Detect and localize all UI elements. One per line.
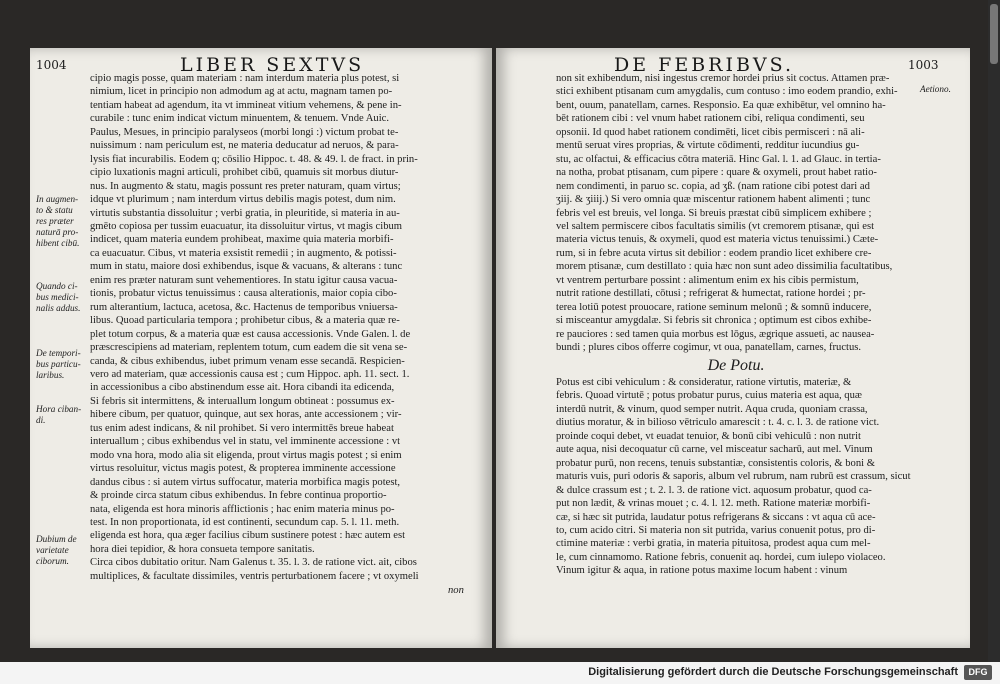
margin-note-text: De tempori- bus particu- laribus. bbox=[36, 348, 81, 380]
margin-note-cibus bbox=[36, 281, 80, 314]
text-line: curabile : tunc enim indicat victum minuentem, & tenuem. Vnde Auic. bbox=[90, 113, 390, 125]
text-line: vt ventrem perturbare possint : alimentum enim ex his cibis permistum, bbox=[556, 274, 859, 286]
text-line: Circa cibos dubitatio oritur. Nam Galenus t. 35. l. 3. de ratione vict. ait, cibos bbox=[90, 557, 417, 569]
margin-note-dubium bbox=[36, 534, 77, 567]
text-line: in accessionibus a cibo abstinendum esse ait. Hora cibandi ita edicenda, bbox=[90, 382, 395, 394]
text-line: proinde coqui debet, vt euadat tenuior, & bonū cibi vehiculū : non nutrit bbox=[556, 430, 861, 442]
text-line: nem condimenti, in paruo sc. copia, ad ʒß. (nam ratione cibi potest dari ad bbox=[556, 180, 870, 192]
text-line: cipio magis posse, quam materiam : nam interdum materia plus potest, si bbox=[90, 73, 400, 84]
text-line: libus. Quoad particularia tempora ; prohibetur cibus, & a materia quæ re- bbox=[90, 315, 400, 327]
text-line: cipio luxationis magni articuli, prohibet cibū, quamuis sit morbus diutur- bbox=[90, 167, 399, 179]
text-line: indicet, quam materia eundem prohibeat, maxime quia materia morbifi- bbox=[90, 234, 394, 246]
scrollbar[interactable] bbox=[988, 0, 1000, 662]
right-text-bottom bbox=[556, 376, 916, 578]
margin-note-temporibus bbox=[36, 348, 81, 381]
text-line: put non lædit, & vrinas mouet ; c. 4. l. 12. meth. Ratione materiæ morbifi- bbox=[556, 498, 871, 510]
running-head-left: LIBER SEXTVS bbox=[180, 54, 365, 76]
running-head-right: DE FEBRIBVS. bbox=[614, 54, 795, 76]
text-line: bundi ; plures cibos offerre cogimur, vt oua, panatellam, carnes, fructus. bbox=[556, 342, 862, 354]
right-text-top bbox=[556, 72, 916, 355]
text-line: vero ad materiam, quæ accessionis causa est ; cum Hippoc. aph. 11. sect. 1. bbox=[90, 368, 410, 380]
margin-note-text: Dubium de varietate ciborum. bbox=[36, 534, 77, 566]
text-line: & proinde circa statum cibus exhibendus. In febre continua proportio- bbox=[90, 490, 387, 502]
text-line: enim res præter naturam sunt vehementiores. In statu igitur causa vacua- bbox=[90, 274, 398, 286]
catchword: non bbox=[448, 585, 464, 596]
text-line: præscrescipiens ad materiam, replentem totum, cum eadem die sit vena se- bbox=[90, 342, 408, 354]
text-line: virtutis substantia dissoluitur ; verbi gratia, in pleuritide, si materia in au- bbox=[90, 207, 400, 219]
text-line: Si febris sit intermittens, & interuallum longum obtineat : possumus ex- bbox=[90, 395, 395, 407]
text-line: febris. Quoad virtutē ; potus probatur purus, cuius materia est aqua, quæ bbox=[556, 390, 862, 402]
text-line: stu, ac olfactui, & efficacius cōtra materiā. Hinc Gal. l. 1. ad Glauc. in tertia- bbox=[556, 153, 881, 165]
right-page bbox=[496, 48, 970, 648]
text-line: stici exhibent ptisanam cum amygdalis, cum contuso : imo eodem prandio, exhi- bbox=[556, 86, 898, 98]
page-number-left: 1004 bbox=[36, 58, 67, 72]
text-line: virtus resoluitur, victus magis potest, & propterea imminente accessione bbox=[90, 463, 396, 475]
text-line: cæ, si hæc sit putrida, laudatur potus refrigerans & siccans : vt aqua cū ace- bbox=[556, 511, 876, 523]
margin-note-right: Aetiono. bbox=[920, 84, 951, 94]
left-text-column bbox=[90, 72, 490, 583]
text-line: Vinum igitur & aqua, in ratione potus maxime locum habent : vinum bbox=[556, 565, 848, 577]
section-title: De Potu. bbox=[707, 358, 765, 372]
text-line: multiplices, & facultate dissimiles, ventris perturbationem facere ; vt oxymeli bbox=[90, 570, 419, 582]
text-line: bēt rationem cibi : vel vnum habet rationem cibi, reliqua condimenti, seu bbox=[556, 113, 865, 125]
dfg-logo: DFG bbox=[964, 665, 992, 680]
text-line: rum alterantium, lactuca, acetosa, &c. Hactenus de temporibus vniuersa- bbox=[90, 301, 398, 313]
text-line: le, cum cinnamomo. Ratione febris, conuenit aq. hordei, cum iulepo violaceo. bbox=[556, 551, 886, 563]
text-line: probatur purū, non recens, tenuis substantiæ, consistentis coloris, & boni & bbox=[556, 457, 875, 469]
text-line: ʒiij. & ʒiiij.) Si vero omnia quæ miscentur rationem habent alimenti ; tunc bbox=[556, 194, 871, 206]
text-line: tus enim adest indicans, & nil prohibet. Si vero intermittēs breue habeat bbox=[90, 422, 394, 434]
text-line: idque vt plurimum ; nam interdum virtus debilis magis potest, dum nim. bbox=[90, 194, 396, 206]
margin-note-augmento bbox=[36, 194, 79, 249]
text-line: re pauciores : sed tamen quia morbus est lōgus, ægrique assueti, ac nausea- bbox=[556, 328, 875, 340]
text-line: canda, & cibus exhibendus, iubet primum venam esse secandā. Respicien- bbox=[90, 355, 405, 367]
text-line: nuissimum : nam periculum est, ne materia deducatur ad neruos, & para- bbox=[90, 140, 399, 152]
footer-bar bbox=[0, 662, 1000, 684]
text-line: ctimine materiæ : verbi gratia, in materia pituitosa, prodest aqua cum mel- bbox=[556, 538, 871, 550]
text-line: Potus est cibi vehiculum : & consideratur, ratione virtutis, materiæ, & bbox=[556, 376, 852, 388]
right-text-column bbox=[556, 72, 916, 578]
text-line: ca euacuatur. Cibus, vt materia exsistit remedii ; in augmento, & potissi- bbox=[90, 247, 397, 259]
text-line: nata, eligenda est hora minoris afflictionis ; hac enim materia minus po- bbox=[90, 503, 395, 515]
text-line: bent, ouum, panatellam, carnes. Responsio. Ea quæ exhibētur, vel omnino ha- bbox=[556, 99, 886, 111]
text-line: dandus cibus : si autem virtus suffocatur, materia morbifica magis potest, bbox=[90, 476, 401, 488]
text-line: febris vel est breuis, vel longa. Si breuis præstat cibū simplicem exhibere ; bbox=[556, 207, 872, 219]
text-line: tentiam habeat ad agendum, ita vt immineat vitium vehemens, & pene in- bbox=[90, 99, 402, 111]
margin-note-text: In augmen- to & statu res præter naturā pro- hibent cibū. bbox=[36, 194, 80, 248]
text-line: modo vna hora, modo alia sit eligenda, prout virtus magis potest ; si enim bbox=[90, 449, 402, 461]
text-line: to, cum acido citri. Si materia non sit putrida, varius conuenit potus, pro di- bbox=[556, 524, 876, 536]
text-line: plet totum corpus, & a materia quæ est causa accessionis. Vnde Galen. l. de bbox=[90, 328, 411, 340]
text-line: materia victus tenuis, & oxymeli, quod est materia victus tenuissimi.) Cæte- bbox=[556, 234, 879, 246]
text-line: & dulce crassum est ; t. 2. l. 3. de ratione vict. aquosum probatur, quod ca- bbox=[556, 484, 872, 496]
text-line: interdū nutrit, & vinum, quod semper nutrit. Aqua cruda, quoniam crassa, bbox=[556, 403, 868, 415]
text-line: maturis vuis, puri odoris & saporis, album vel rubrum, nam rubrū est crassum, sicut bbox=[556, 471, 911, 483]
left-page bbox=[30, 48, 492, 648]
text-line: si misceantur amygdalæ. Si febris sit chronica ; optimum est cibos exhibe- bbox=[556, 315, 872, 327]
text-line: mum in statu, maiore dosi exhibendus, isque & vacuans, & alterans : tunc bbox=[90, 261, 403, 273]
text-line: non sit exhibendum, nisi ingestus cremor hordei prius sit coctus. Attamen præ- bbox=[556, 73, 890, 84]
text-line: morem ptisanæ, cum destillato : quia hæc non sunt adeo dissimilia facultatibus, bbox=[556, 261, 893, 273]
text-line: interuallum ; cibus exhibendus vel in statu, vel imminente accessione : vt bbox=[90, 436, 401, 448]
text-line: aute aqua, nisi decoquatur cū carne, vel misceatur sacharū, aut mel. Vinum bbox=[556, 444, 873, 456]
text-line: terea lotiū potest prouocare, ratione seminum melonū ; & somnū inducere, bbox=[556, 301, 872, 313]
text-line: nimium, licet in principio non admodum ag at actu, magnam tamen po- bbox=[90, 86, 393, 98]
scrollbar-thumb[interactable] bbox=[990, 4, 998, 64]
text-line: mentū seruat vires proprias, & virtute cōdimenti, redditur iucundius gu- bbox=[556, 140, 860, 152]
text-line: eligenda est hora, qua æger facilius cibum sustinere potest : hæc autem est bbox=[90, 530, 406, 542]
text-line: hora diei tepidior, & hora consueta tempore sanitatis. bbox=[90, 543, 315, 555]
text-line: nutrit ratione destillati, cōtusi ; refrigerat & humectat, ratione hordei ; pr- bbox=[556, 288, 866, 300]
text-line: test. In non proportionata, id est continenti, secundum cap. 5. l. 11. meth. bbox=[90, 516, 400, 528]
text-line: tionis, probatur victus tenuissimus : causa alterationis, maior copia cibo- bbox=[90, 288, 397, 300]
margin-note-text: Quando ci- bus medici- nalis addus. bbox=[36, 281, 81, 313]
text-line: opsonii. Id quod habet rationem condimēti, licet cibis permisceri : nā ali- bbox=[556, 126, 865, 138]
page-number-right: 1003 bbox=[908, 58, 939, 72]
text-line: lysis fiat incurabilis. Eodem q; cōsilio Hippoc. t. 48. & 49. l. de fract. in prin- bbox=[90, 153, 418, 165]
footer-credit: Digitalisierung gefördert durch die Deutsche Forschungsgemeinschaft bbox=[588, 666, 958, 678]
text-line: vel saltem permiscere cibos facultatis similis (vt cremorem ptisanæ, qui est bbox=[556, 220, 875, 232]
text-line: diutius moratur, & in bilioso vētriculo amarescit : t. 4. c. l. 3. de ratione vict. bbox=[556, 417, 880, 429]
margin-note-hora bbox=[36, 404, 81, 426]
text-line: rum, si in febre acuta virtus sit debilior : eodem prandio licet exhibere cre- bbox=[556, 247, 872, 259]
text-line: na notha, probat ptisanam, cum pipere : quare & oxymeli, prout habet ratio- bbox=[556, 167, 877, 179]
text-line: gmēto copiosa per tussim euacuatur, ita dissoluitur virtus, vt magis cibum bbox=[90, 220, 403, 232]
text-line: Paulus, Mesues, in principio paralyseos (morbi longi :) victum probat te- bbox=[90, 126, 399, 138]
text-line: hibere cibum, per quatuor, quinque, aut sex horas, ante accessionem ; vir- bbox=[90, 409, 402, 421]
text-line: nus. In augmento & statu, magis possunt res preter naturam, quam virtus; bbox=[90, 180, 401, 192]
margin-note-text: Hora ciban- di. bbox=[36, 404, 82, 425]
